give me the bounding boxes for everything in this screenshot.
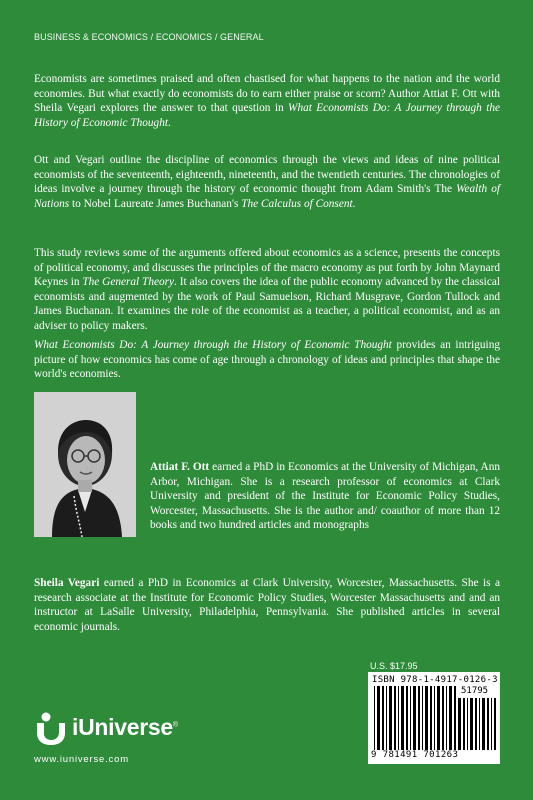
description-paragraph-4: What Economists Do: A Journey through the History of Economic Thought provides an intriguing picture of how economics has come of age through a chronology of ideas and principles that shape the world's economies. xyxy=(34,339,500,381)
registered-mark: ® xyxy=(172,721,178,729)
logo-wordmark: iUniverse xyxy=(72,714,173,740)
book-title: What Economists Do: A Journey through the History of Economic Thought xyxy=(34,102,501,129)
barcode-addon-text: 51795 xyxy=(461,686,489,696)
description-paragraph-1: Economists are sometimes praised and often chastised for what happens to the nation and the world economies. But what exactly do economists do to earn either praise or scorn? Author Attiat F. Ott with Sheila Vegari explores the answer to that question in What Economists Do: A Journey through the History of Economic Thought. xyxy=(34,73,501,129)
book-title: What Economists Do: A Journey through the History of Economic Thought xyxy=(34,339,392,351)
description-paragraph-2: Ott and Vegari outline the discipline of economics through the views and ideas of nine political economists of the seventeenth, eighteenth, nineteenth, and the twentieth centuries. The chronologies of ideas involve a journey through the history of economic thought from Adam Smith's The Wealth of Nations to Nobel Laureate James Buchanan's The Calculus of Consent. xyxy=(34,154,501,210)
isbn-barcode xyxy=(368,672,500,764)
author-photo xyxy=(34,392,136,537)
iuniverse-logo-icon xyxy=(34,710,68,746)
author-name: Attiat F. Ott xyxy=(150,461,210,473)
author-bio-vegari: Sheila Vegari earned a PhD in Economics at Clark University, Worcester, Massachusetts. She is a research associate at the Institute for Economic Policy Studies, Worcester Massachusetts and and an instructor at LaSalle University, Philadelphia, Pennsylvania. She published articles in several economic journals. xyxy=(34,577,500,633)
author-bio-ott: Attiat F. Ott earned a PhD in Economics at the University of Michigan, Ann Arbor, Michigan. She is a research professor of economics at Clark University and president of the Institute for Economic Policy Studies, Worcester, Massachusetts. She is the author and/ coauthor of more than 12 books and two hundred articles and monographs xyxy=(150,461,500,532)
barcode-addon-bars xyxy=(458,698,496,750)
publisher-logo xyxy=(34,710,204,750)
category-label: BUSINESS & ECONOMICS / ECONOMICS / GENERAL xyxy=(34,32,264,42)
ean-text: 9 781491 701263 xyxy=(371,750,459,760)
price-label: U.S. $17.95 xyxy=(370,661,418,671)
isbn-text: ISBN 978-1-4917-0126-3 xyxy=(372,675,498,685)
barcode-bars xyxy=(374,686,456,750)
publisher-url: www.iuniverse.com xyxy=(34,754,129,765)
author-name: Sheila Vegari xyxy=(34,577,100,589)
description-paragraph-3: This study reviews some of the arguments offered about economics as a science, presents the concepts of political economy, and discusses the principles of the macro economy as put forth by John Maynard Keynes in The General Theory. It also covers the idea of the public economy advanced by the classical economists and augmented by the work of Paul Samuelson, Richard Musgrave, Gordon Tullock and James Buchanan. It examines the role of the economist as a teacher, a political economist, and as an adviser to policy makers. xyxy=(34,247,500,332)
